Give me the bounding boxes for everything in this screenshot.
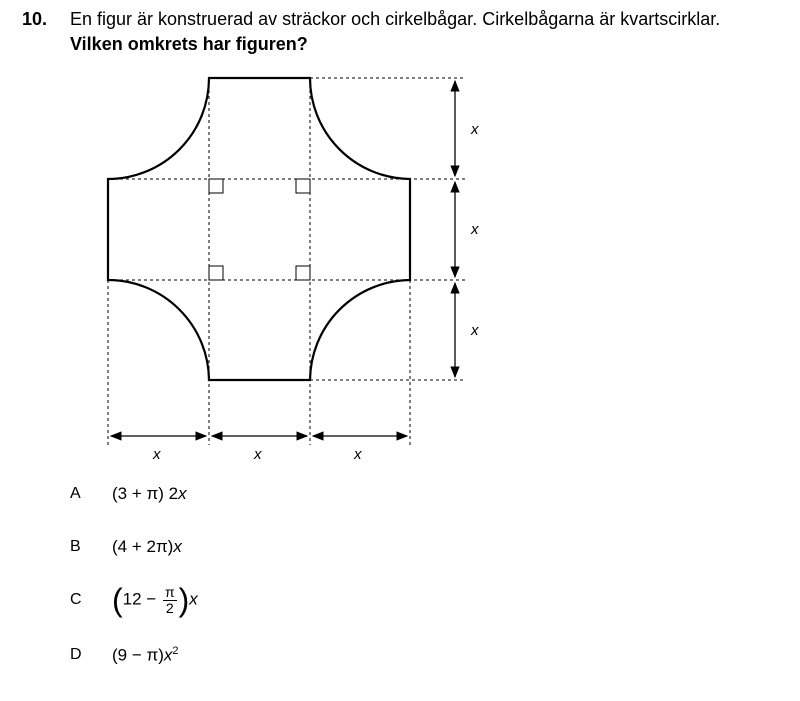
dimension-label: x <box>471 221 479 238</box>
right-angle-marker <box>296 179 310 193</box>
option-letter: A <box>70 485 81 502</box>
question-text: En figur är konstruerad av sträckor och cirkelbågar. Cirkelbågarna är kvartscirklar. <box>70 9 721 29</box>
right-angle-markers <box>209 179 310 280</box>
option-letter: B <box>70 538 81 555</box>
right-angle-marker <box>209 266 223 280</box>
option-b[interactable] <box>70 532 182 562</box>
right-angle-marker <box>209 179 223 193</box>
dimension-label: x <box>153 446 161 463</box>
question-prompt: Vilken omkrets har figuren? <box>70 34 308 54</box>
dimension-label: x <box>471 121 479 138</box>
figure-outline <box>108 78 410 380</box>
option-letter: C <box>70 591 82 608</box>
option-a[interactable] <box>70 479 187 509</box>
option-d[interactable] <box>70 640 179 670</box>
option-expression: (12 − $\frac{\pi}{2}$ )x <box>112 582 198 618</box>
option-c[interactable] <box>70 582 198 618</box>
dimension-label: x <box>471 322 479 339</box>
option-letter: D <box>70 646 82 663</box>
fraction: $\frac{\pi}{2}$ <box>164 583 175 616</box>
dimension-label: x <box>254 446 262 463</box>
question-number: 10. <box>22 9 48 29</box>
right-angle-marker <box>296 266 310 280</box>
option-expression: $(9 - \pi)x^2$ <box>112 644 179 665</box>
option-expression: (3 + π) 2x <box>112 484 187 503</box>
option-expression: (4 + 2π)x <box>112 537 182 556</box>
dashed-guides <box>108 78 466 445</box>
dimension-label: x <box>354 446 362 463</box>
